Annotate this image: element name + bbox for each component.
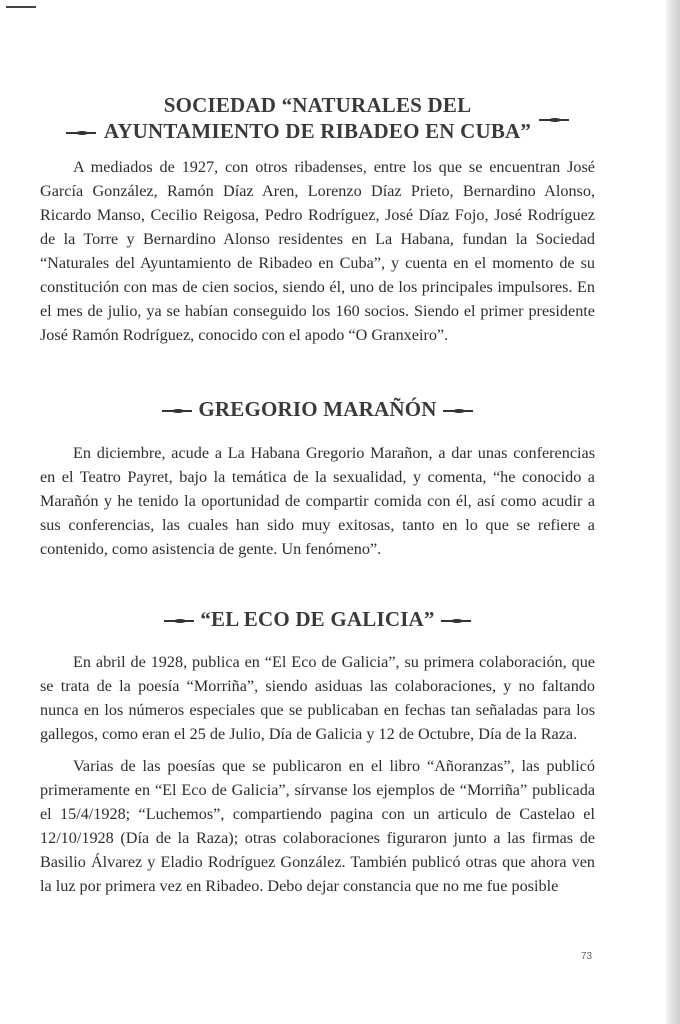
title-text: AYUNTAMIENTO DE RIBADEO EN CUBA” [103,119,532,143]
section-eco-de-galicia [40,606,595,898]
paragraph-eco-1: En abril de 1928, publica en “El Eco de Galicia”, su primera colaboración, que se trata de la poesía “Morriña”, siendo asiduas las colaboraciones, y no faltando nunca en los números especiales que se publicaban en fechas tan señaladas para los gallegos, como eran el 25 de Julio, Día de Galicia y 12 de Octubre, Día de la Raza. [40,653,595,743]
paragraph-maranon: En diciembre, acude a La Habana Gregorio Marañon, a dar unas conferencias en el Teatro Payret, bajo la temática de la sexualidad, y comenta, “he conocido a Marañón y he tenido la oportunidad de compartir comida con él, así como acudir a sus conferencias, las cuales han sido muy exitosas, tanto en lo que se refiere a contenido, como asistencia de gente. Un fenómeno”. [40,444,595,558]
title-text: SOCIEDAD “NATURALES DEL [163,93,472,117]
page-number: 73 [581,951,593,962]
dash-ornament-right [443,406,473,416]
corner-mark [6,6,36,8]
dash-ornament-left [164,616,194,626]
title-text: “EL ECO DE GALICIA” [200,607,435,631]
dash-ornament-left [66,128,96,138]
section-title-sociedad [40,92,595,144]
section-maranon [40,396,595,561]
paragraph-sociedad: A mediados de 1927, con otros ribadenses, entre los que se encuentran José García González, Ramón Díaz Aren, Lorenzo Díaz Prieto, Bernardino Alonso, Ricardo Manso, Cecilio Reigosa, Pedro Rodríguez, José Díaz Fojo, José Rodríguez de la Torre y Bernardino Alonso residentes en La Habana, fundan la Sociedad “Naturales del Ayuntamiento de Ribadeo en Cuba”, y cuenta en el momento de su constitución con mas de cien socios, siendo él, uno de los principales impulsores. En el mes de julio, ya se habían conseguido los 160 socios. Siendo el primer presidente José Ramón Rodríguez, conocido con el apodo “O Granxeiro”. [40,158,595,344]
paragraph-eco-2: Varias de las poesías que se publicaron en el libro “Añoranzas”, las publicó primeramente en “El Eco de Galicia”, sírvanse los ejemplos de “Morriña” publicada el 15/4/1928; “Luchemos”, compartiendo pagina con un articulo de Castelao el 12/10/1928 (Día de la Raza); otras colaboraciones figuraron junto a las firmas de Basilio Álvarez y Eladio Rodríguez González. También publicó otras que ahora ven la luz por primera vez en Ribadeo. Debo dejar constancia que no me fue posible [40,757,595,895]
title-text: GREGORIO MARAÑÓN [198,397,437,421]
section-title-maranon [40,396,595,422]
dash-ornament-left [162,406,192,416]
section-title-line-1 [40,92,595,118]
dash-ornament-right [441,616,471,626]
dash-ornament-right [539,115,569,125]
section-sociedad [40,92,595,347]
section-title-eco [40,606,595,632]
section-title-line-2 [40,118,595,144]
page-edge-shadow [666,0,680,1024]
